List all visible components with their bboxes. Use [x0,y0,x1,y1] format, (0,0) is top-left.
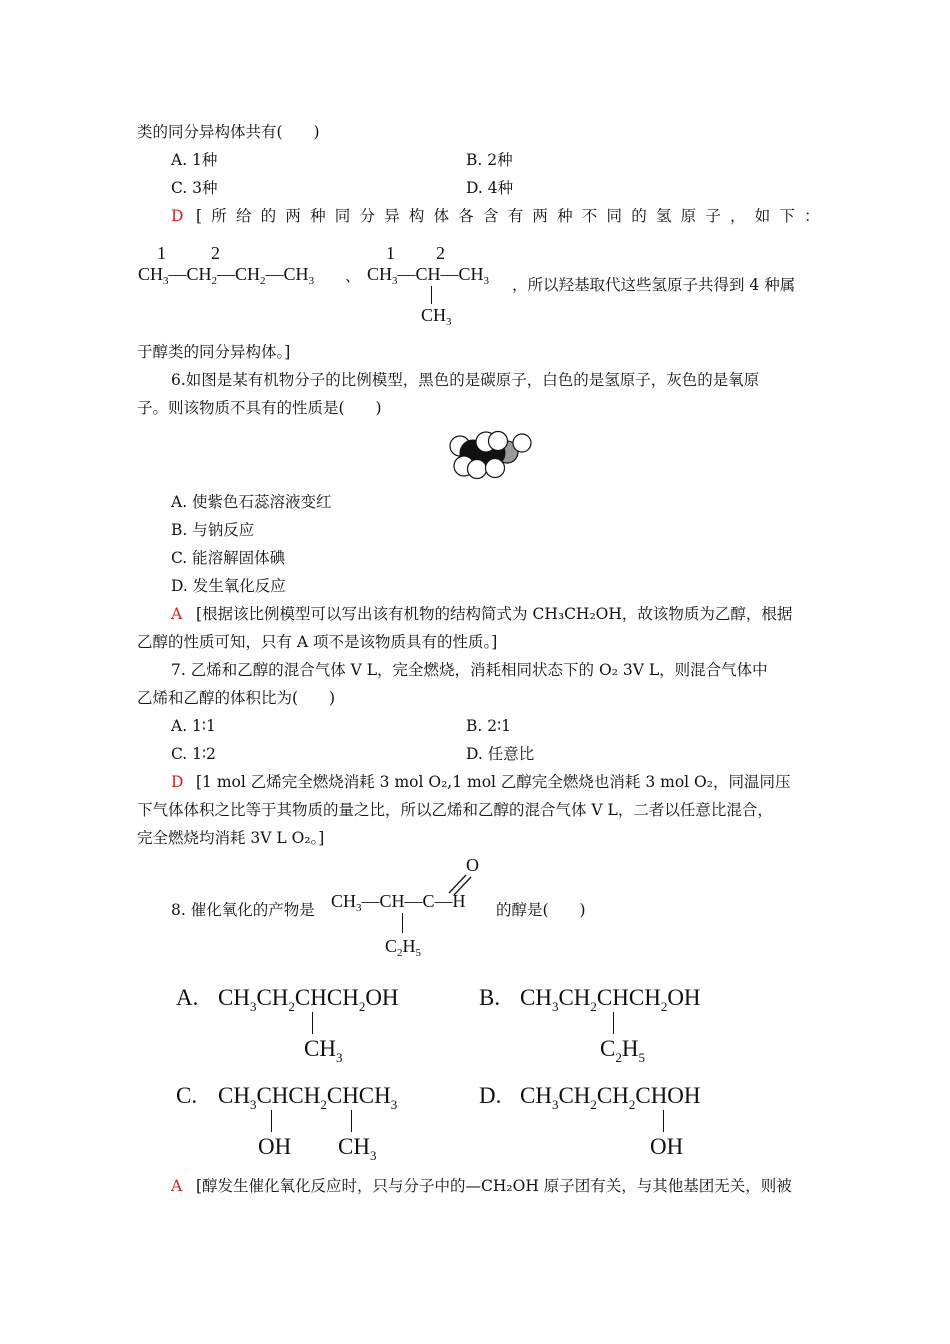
q5-option-b[interactable]: B. 2种 [466,151,513,169]
q7-explanation-line3: 完全燃烧均消耗 3V L O₂。] [137,829,325,847]
q8-option-b-branch: $C_2H_5$ [600,1036,645,1065]
q5-explanation-char: 所 [211,207,227,225]
q5-explanation-char: 两 [532,207,548,225]
q6-option-b[interactable]: B. 与钠反应 [171,521,255,539]
butane-formula: $CH_3—CH_2—CH_2—CH_3$ [138,264,315,287]
q5-option-d[interactable]: D. 4种 [466,179,514,197]
q8-option-d-branch-bond [663,1110,664,1132]
q5-explanation-tail: ，所以羟基取代这些氢原子共得到 4 种属 [512,276,796,294]
q5-explanation-char: 种 [310,207,326,225]
q8-option-c-branch2: $CH_3$ [338,1134,377,1163]
q5-explanation-end: 于醇类的同分异构体。] [137,343,291,361]
q8-option-c-branch1: OH [258,1134,292,1159]
q5-explanation-char: 体 [433,207,450,225]
q5-answer: D [171,207,184,225]
q8-option-c-label[interactable]: C. [176,1083,198,1108]
molecule-separator: 、 [345,267,361,285]
aldehyde-branch: $C_2H_5$ [385,936,422,959]
mol2-locant-2: 2 [436,243,445,263]
q8-option-d-label[interactable]: D. [479,1083,502,1108]
q5-explanation-char: 给 [235,207,252,225]
aldehyde-branch-bond [402,913,403,933]
q8-option-d-formula[interactable]: $CH_3CH_2CH_2CHOH$ [520,1083,701,1112]
q7-option-c[interactable]: C. 1∶2 [171,745,216,763]
model-hydrogen-atom [513,434,531,452]
q5-explanation-char: 异 [384,207,400,225]
model-hydrogen-atom [468,460,487,479]
mol1-locant-1: 1 [157,243,166,263]
q6-answer: A [171,605,183,623]
q8-stem-suffix: 的醇是( ) [496,901,586,919]
q8-option-a-branch: $CH_3$ [304,1036,343,1065]
q5-stem-end: 类的同分异构体共有( ) [137,123,320,141]
q5-explanation-char: 氢 [655,207,672,225]
q8-explanation: [醇发生催化氧化反应时，只与分子中的—CH₂OH 原子团有关，与其他基团无关，则被 [196,1177,792,1195]
model-hydrogen-atom [489,432,508,451]
q8-option-d-branch: OH [650,1134,684,1159]
aldehyde-oxygen: O [466,855,479,875]
q6-explanation-line1: [根据该比例模型可以写出该有机物的结构简式为 CH₃CH₂OH，故该物质为乙醇，根据 [196,605,793,623]
q6-option-c[interactable]: C. 能溶解固体碘 [171,549,286,567]
q5-explanation-char: 有 [507,207,524,225]
q7-option-a[interactable]: A. 1∶1 [171,717,216,735]
q8-answer: A [171,1177,183,1195]
q8-option-c-branch1-bond [271,1110,272,1132]
q5-explanation-char: 构 [408,207,425,225]
q7-option-b[interactable]: B. 2∶1 [466,717,512,735]
q8-option-c-branch2-bond [351,1110,352,1132]
ethanol-space-filling-model [440,426,540,484]
isobutane-formula: $CH_3—CH—CH_3$ [367,264,490,287]
q6-option-a[interactable]: A. 使紫色石蕊溶液变红 [171,493,332,511]
q6-explanation-line2: 乙醇的性质可知，只有 A 项不是该物质具有的性质。] [137,633,498,651]
q5-explanation-char: 如 [754,207,771,225]
model-hydrogen-atom [486,459,505,478]
q8-option-b-label[interactable]: B. [479,985,501,1010]
q5-explanation-char: 两 [285,207,301,225]
q8-option-b-formula[interactable]: $CH_3CH_2CHCH_2OH$ [520,985,701,1014]
q6-stem-line1: 6.如图是某有机物分子的比例模型，黑色的是碳原子，白色的是氢原子，灰色的是氧原 [171,371,760,389]
q5-explanation-char: 的 [631,207,647,225]
q7-explanation-line2: 下气体体积之比等于其物质的量之比，所以乙烯和乙醇的混合气体 V L，二者以任意比混合， [137,801,773,819]
q5-explanation-char: 子 [705,207,721,225]
q5-explanation-char: [ [196,207,203,225]
q8-option-a-formula[interactable]: $CH_3CH_2CHCH_2OH$ [218,985,399,1014]
q5-explanation-line1 [196,206,820,226]
q5-explanation-char: 同 [606,207,623,225]
q5-explanation-char: 下 [779,207,795,225]
q8-option-c-formula[interactable]: $CH_3CHCH_2CHCH_3$ [218,1083,398,1112]
q8-option-a-branch-bond [312,1012,313,1034]
q5-explanation-char: 含 [482,207,499,225]
q5-explanation-char: 不 [581,207,598,225]
q5-explanation-char: 原 [680,207,697,225]
q7-explanation-line1: [1 mol 乙烯完全燃烧消耗 3 mol O₂,1 mol 乙醇完全燃烧也消耗 3 mol O₂，同温同压 [196,773,791,791]
q5-explanation-char: 种 [557,207,573,225]
q8-option-b-branch-bond [613,1012,614,1034]
q6-option-d[interactable]: D. 发生氧化反应 [171,577,286,595]
mol1-locant-2: 2 [211,243,220,263]
aldehyde-formula: $CH_3—CH—C—H$ [331,891,466,914]
q5-explanation-char: ， [730,207,746,225]
q5-explanation-char: 的 [260,207,277,225]
q7-stem-line2: 乙烯和乙醇的体积比为( ) [137,689,336,707]
isobutane-branch-bond [431,286,432,304]
q5-explanation-char: 同 [334,207,351,225]
q5-explanation-char: 各 [458,207,474,225]
q7-answer: D [171,773,184,791]
q5-explanation-char: 分 [359,207,375,225]
q6-stem-line2: 子。则该物质不具有的性质是( ) [137,399,382,417]
q5-explanation-char: ： [804,207,820,225]
q7-stem-line1: 7. 乙烯和乙醇的混合气体 V L，完全燃烧，消耗相同状态下的 O₂ 3V L，则混合气体中 [171,661,768,679]
q5-option-a[interactable]: A. 1种 [171,151,218,169]
q7-option-d[interactable]: D. 任意比 [466,745,535,763]
q8-stem-prefix: 8. 催化氧化的产物是 [171,901,315,919]
q5-option-c[interactable]: C. 3种 [171,179,218,197]
q8-option-a-label[interactable]: A. [176,985,199,1010]
isobutane-branch: $CH_3$ [421,305,452,328]
mol2-locant-1: 1 [386,243,395,263]
